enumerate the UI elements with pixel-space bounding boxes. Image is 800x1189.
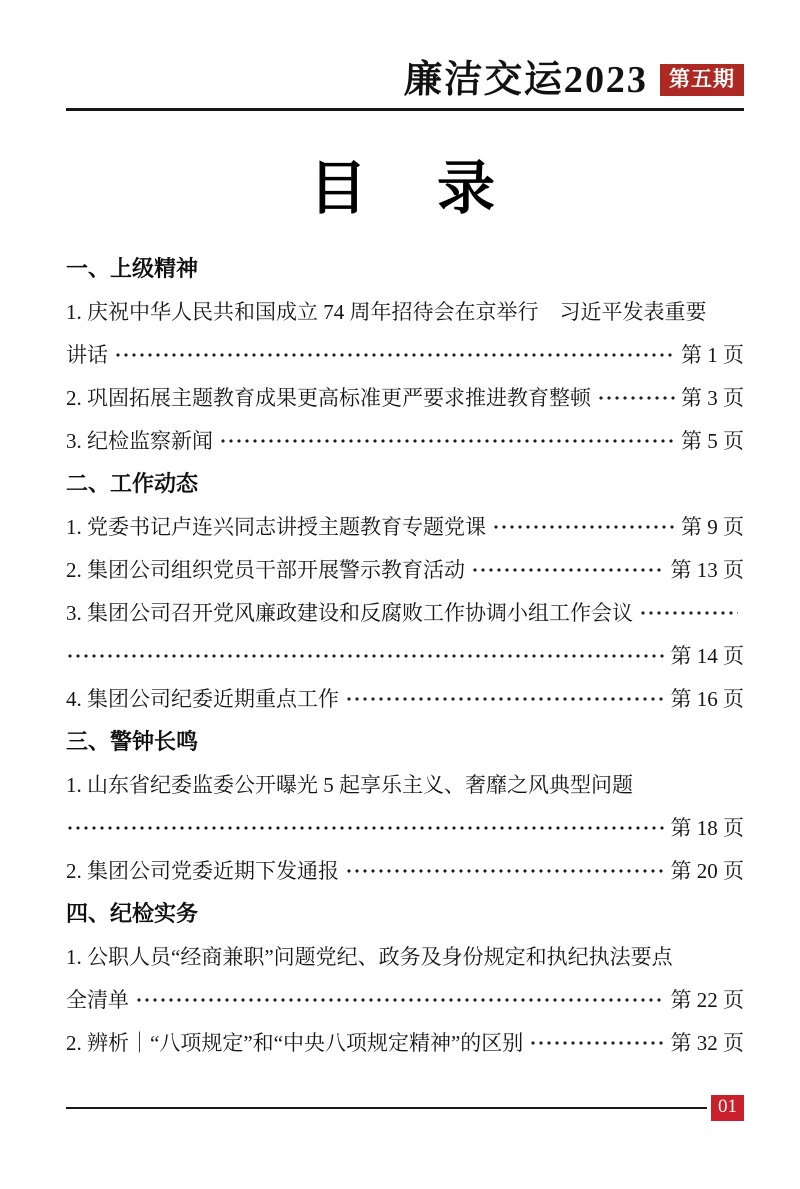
toc-entry-page: 第 22 页 (670, 987, 744, 1012)
page-footer (66, 1095, 744, 1121)
dot-leader (492, 505, 675, 548)
dot-leader (114, 333, 675, 376)
issue-badge: 第五期 (660, 64, 744, 96)
toc-entry-page: 第 9 页 (681, 514, 744, 539)
toc-entry-text: 2. 巩固拓展主题教育成果更高标准更严要求推进教育整顿 (66, 385, 591, 410)
toc-entry-page: 第 13 页 (670, 557, 744, 582)
toc-entry-continuation (66, 806, 744, 849)
page-number-badge: 01 (711, 1095, 744, 1121)
dot-leader (135, 978, 665, 1021)
dot-leader (471, 548, 665, 591)
toc-entry-page: 第 20 页 (670, 858, 744, 883)
page-header (66, 0, 744, 102)
toc-entry-line (66, 505, 744, 548)
toc-section-heading (66, 892, 744, 935)
toc-entry-text: 1. 党委书记卢连兴同志讲授主题教育专题党课 (66, 514, 486, 539)
dot-leader (219, 419, 675, 462)
toc-entry-line (66, 1021, 744, 1064)
toc-entry-page: 第 5 页 (681, 428, 744, 453)
toc-entry-page: 第 16 页 (670, 686, 744, 711)
toc-entry-text: 1. 庆祝中华人民共和国成立 74 周年招待会在京举行 习近平发表重要 (66, 299, 707, 324)
toc-heading-text: 二、工作动态 (66, 470, 199, 496)
toc-entry-text: 1. 公职人员“经商兼职”问题党纪、政务及身份规定和执纪执法要点 (66, 944, 673, 969)
toc-entry-line (66, 763, 744, 806)
dot-leader (639, 591, 738, 634)
toc-entry-text: 2. 辨析｜“八项规定”和“中央八项规定精神”的区别 (66, 1030, 524, 1055)
toc-entry-page: 第 32 页 (670, 1030, 744, 1055)
toc-entry-page: 第 14 页 (670, 643, 744, 668)
toc-entry-page: 第 1 页 (681, 342, 744, 367)
toc-entry-text: 讲话 (66, 342, 108, 367)
toc-entry-text: 3. 集团公司召开党风廉政建设和反腐败工作协调小组工作会议 (66, 600, 633, 625)
toc-entry-line (66, 849, 744, 892)
footer-rule (66, 1107, 707, 1110)
toc-heading-text: 一、上级精神 (66, 255, 199, 281)
dot-leader (345, 849, 665, 892)
toc-entry-line (66, 548, 744, 591)
toc-entry-page: 第 18 页 (670, 815, 744, 840)
dot-leader (597, 376, 675, 419)
toc-section-heading (66, 462, 744, 505)
masthead-title: 廉洁交运2023 (403, 59, 649, 101)
toc-entry-line (66, 333, 744, 376)
toc (66, 247, 744, 1064)
toc-entry-page: 第 3 页 (681, 385, 744, 410)
toc-entry-text: 3. 纪检监察新闻 (66, 428, 213, 453)
toc-entry-line (66, 290, 744, 333)
toc-entry-text: 1. 山东省纪委监委公开曝光 5 起享乐主义、奢靡之风典型问题 (66, 772, 633, 797)
toc-entry-text: 4. 集团公司纪委近期重点工作 (66, 686, 339, 711)
toc-entry-text: 全清单 (66, 987, 129, 1012)
header-rule (66, 108, 744, 111)
toc-section-heading (66, 720, 744, 763)
toc-heading-text: 四、纪检实务 (66, 900, 199, 926)
toc-entry-line (66, 376, 744, 419)
toc-entry-line (66, 419, 744, 462)
dot-leader (529, 1021, 664, 1064)
toc-entry-text: 2. 集团公司党委近期下发通报 (66, 858, 339, 883)
toc-entry-line (66, 935, 744, 978)
page-title: 目 录 (308, 156, 501, 221)
toc-heading-text: 三、警钟长鸣 (66, 728, 199, 754)
page-content (66, 0, 744, 1064)
toc-section-heading (66, 247, 744, 290)
toc-entry-line (66, 591, 744, 634)
toc-entry-continuation (66, 634, 744, 677)
toc-entry-line (66, 677, 744, 720)
toc-entry-line (66, 978, 744, 1021)
dot-leader (345, 677, 665, 720)
toc-entry-text: 2. 集团公司组织党员干部开展警示教育活动 (66, 557, 465, 582)
dot-leader (66, 806, 665, 849)
dot-leader (66, 634, 665, 677)
